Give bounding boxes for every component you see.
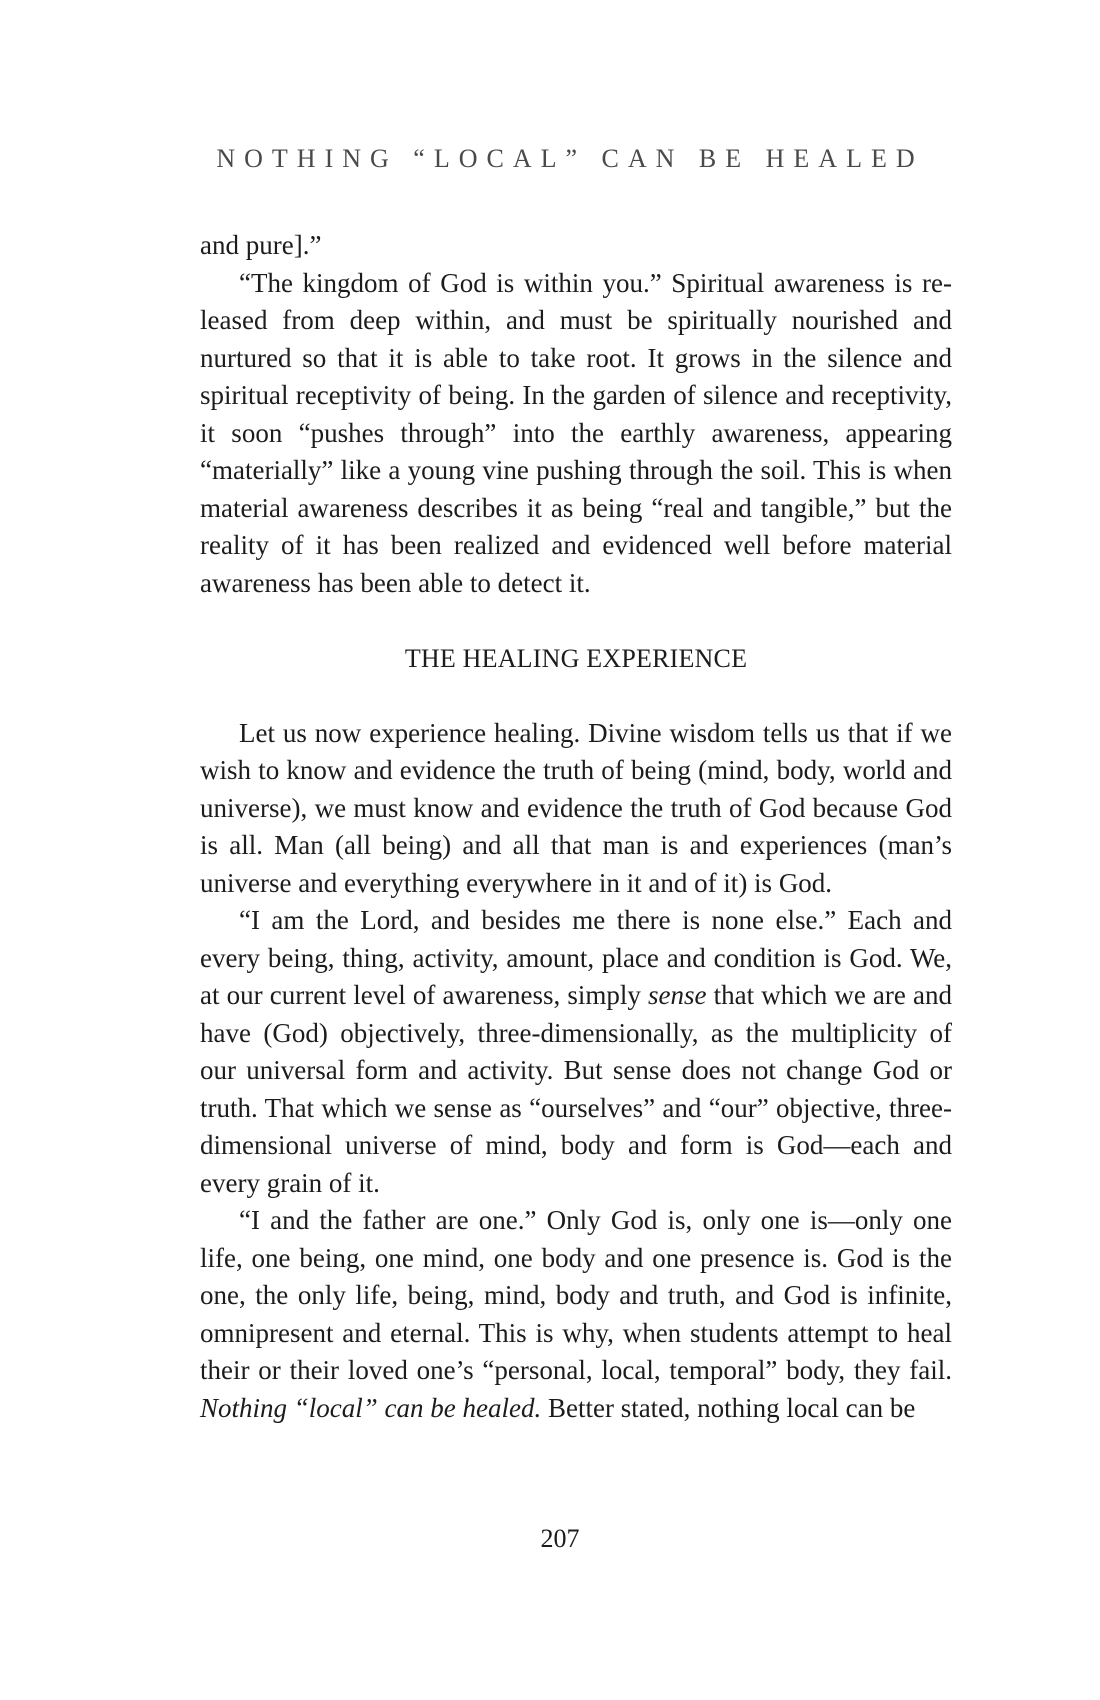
paragraph-continuation: and pure].”	[200, 230, 322, 260]
paragraph-father-text-1: “I and the father are one.” Only God is, only one is—only one life, one being, one mind, one body and one presence is. God is the one, the only life, being, mind, body and truth, and God is infinite, omnipresent and eternal. This is why, when students attempt to heal their or their loved one’s “personal, local, temporal” body, they fail.	[200, 1205, 952, 1385]
page-number: 207	[540, 1524, 580, 1553]
paragraph-lord-italic: sense	[647, 980, 707, 1010]
paragraph-lord-text-1: “I am the Lord, and besides me there is none else.” Each and every being, thing, activity, amount, place and condition is God. We, at our current level of awareness, simply	[200, 905, 952, 1010]
paragraph-father-text-2: Better stated, nothing local can be	[541, 1392, 916, 1423]
section-heading: THE HEALING EXPERIENCE	[404, 644, 748, 673]
paragraph-father-italic: Nothing “local” can be healed.	[200, 1392, 542, 1423]
running-head: NOTHING “LOCAL” CAN BE HEALED	[216, 144, 924, 173]
body-text	[200, 227, 952, 1427]
paragraph-lord	[200, 902, 952, 1202]
paragraph-lord-text-2: that which we are and have (God) objectively, three-dimensionally, as the multiplicity of our universal form and activity. But sense does not change God or truth. That which we sense as “ourselves” and “our” objective, three-dimensional universe of mind, body and form is God—each and every grain of it.	[200, 980, 952, 1198]
paragraph-kingdom: “The kingdom of God is within you.” Spiritual awareness is released from deep within, and must be spiritually nourished and nurtured so that it is able to take root. It grows in the silence and spiritual receptivity of being. In the garden of silence and receptivity, it soon “pushes through” into the earthly awareness, appearing “materially” like a young vine pushing through the soil. This is when material awareness describes it as being “real and tangible,” but the reality of it has been realized and evidenced well before material awareness has been able to detect it.	[200, 267, 952, 598]
paragraph-father	[200, 1202, 952, 1427]
paragraph-healing: Let us now experience healing. Divine wisdom tells us that if we wish to know and evidence the truth of being (mind, body, world and universe), we must know and evidence the truth of God because God is all. Man (all being) and all that man is and experiences (man’s universe and everything everywhere in it and of it) is God.	[200, 717, 952, 898]
